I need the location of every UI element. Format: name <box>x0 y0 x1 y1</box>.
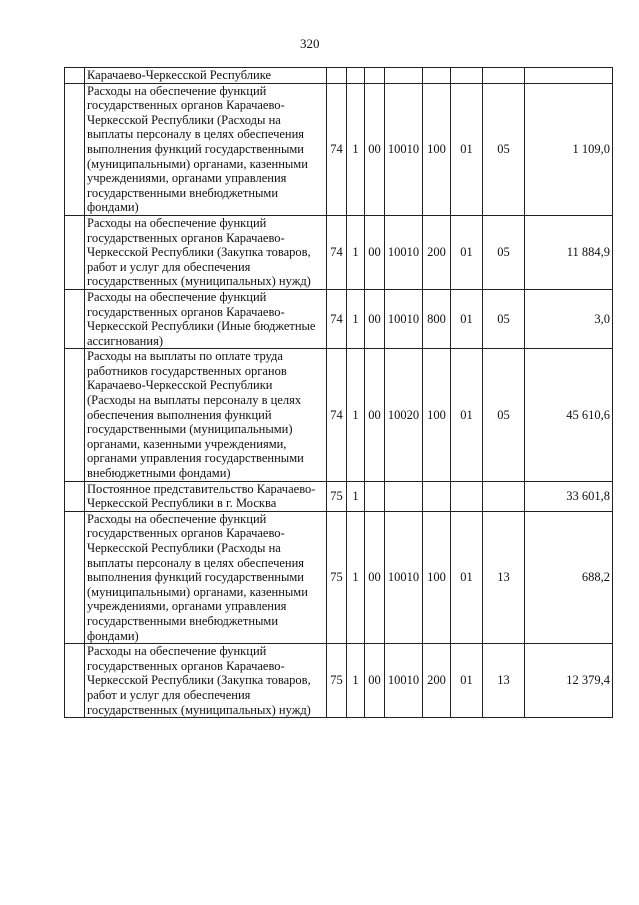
row-margin-cell <box>65 481 85 511</box>
code-cell-a: 74 <box>327 349 347 481</box>
code-cell-c <box>365 68 385 84</box>
row-margin-cell <box>65 215 85 289</box>
expense-name-cell: Расходы на обеспечение функций государственных органов Карачаево-Черкесской Республики (Иные бюджетные ассигнования) <box>85 289 327 348</box>
row-margin-cell <box>65 349 85 481</box>
code-cell-f: 01 <box>451 215 483 289</box>
code-cell-b: 1 <box>347 215 365 289</box>
code-cell-e: 100 <box>423 511 451 643</box>
amount-cell: 1 109,0 <box>525 83 613 215</box>
table-row <box>65 349 613 481</box>
code-cell-g <box>483 481 525 511</box>
code-cell-g: 05 <box>483 349 525 481</box>
table-row <box>65 215 613 289</box>
code-cell-g: 05 <box>483 289 525 348</box>
code-cell-a: 75 <box>327 644 347 718</box>
code-cell-a: 75 <box>327 511 347 643</box>
amount-cell: 688,2 <box>525 511 613 643</box>
expense-name-cell: Расходы на обеспечение функций государственных органов Карачаево-Черкесской Республики (Расходы на выплаты персоналу в целях обеспечения выполнения функций государственными (муниципальными) органами, казенными учреждениями, органами управления государственными внебюджетными фондами) <box>85 511 327 643</box>
code-cell-f <box>451 481 483 511</box>
amount-cell: 33 601,8 <box>525 481 613 511</box>
code-cell-c: 00 <box>365 215 385 289</box>
table-row <box>65 481 613 511</box>
code-cell-a: 74 <box>327 215 347 289</box>
code-cell-b: 1 <box>347 83 365 215</box>
code-cell-c: 00 <box>365 349 385 481</box>
page-number: 320 <box>300 36 320 51</box>
code-cell-g: 05 <box>483 215 525 289</box>
table-row <box>65 644 613 718</box>
code-cell-e: 100 <box>423 83 451 215</box>
code-cell-e: 200 <box>423 215 451 289</box>
code-cell-e <box>423 481 451 511</box>
amount-cell: 11 884,9 <box>525 215 613 289</box>
row-margin-cell <box>65 289 85 348</box>
code-cell-e: 800 <box>423 289 451 348</box>
table-row <box>65 83 613 215</box>
code-cell-f: 01 <box>451 644 483 718</box>
expense-name-cell: Расходы на выплаты по оплате труда работников государственных органов Карачаево-Черкесской Республики (Расходы на выплаты персоналу в целях обеспечения выполнения функций государственными (муниципальными) органами, казенными учреждениями, органами управления государственными внебюджетными фондами) <box>85 349 327 481</box>
expense-name-cell: Расходы на обеспечение функций государственных органов Карачаево-Черкесской Республики (Закупка товаров, работ и услуг для обеспечения государственных (муниципальных) нужд) <box>85 644 327 718</box>
code-cell-d <box>385 68 423 84</box>
code-cell-f: 01 <box>451 289 483 348</box>
code-cell-d: 10010 <box>385 644 423 718</box>
amount-cell <box>525 68 613 84</box>
code-cell-g: 13 <box>483 644 525 718</box>
code-cell-f: 01 <box>451 511 483 643</box>
row-margin-cell <box>65 83 85 215</box>
code-cell-d: 10010 <box>385 511 423 643</box>
expense-name-cell: Расходы на обеспечение функций государственных органов Карачаево-Черкесской Республики (Закупка товаров, работ и услуг для обеспечения государственных (муниципальных) нужд) <box>85 215 327 289</box>
code-cell-d: 10010 <box>385 215 423 289</box>
table-row <box>65 68 613 84</box>
code-cell-a <box>327 68 347 84</box>
code-cell-b: 1 <box>347 481 365 511</box>
code-cell-e: 100 <box>423 349 451 481</box>
code-cell-c <box>365 481 385 511</box>
code-cell-f <box>451 68 483 84</box>
table-row <box>65 511 613 643</box>
code-cell-f: 01 <box>451 349 483 481</box>
code-cell-d: 10010 <box>385 289 423 348</box>
table-row <box>65 289 613 348</box>
code-cell-b <box>347 68 365 84</box>
code-cell-g: 13 <box>483 511 525 643</box>
code-cell-g: 05 <box>483 83 525 215</box>
code-cell-c: 00 <box>365 644 385 718</box>
code-cell-d <box>385 481 423 511</box>
code-cell-a: 74 <box>327 289 347 348</box>
code-cell-d: 10020 <box>385 349 423 481</box>
code-cell-e <box>423 68 451 84</box>
code-cell-g <box>483 68 525 84</box>
expense-name-cell: Постоянное представительство Карачаево-Черкесской Республики в г. Москва <box>85 481 327 511</box>
code-cell-e: 200 <box>423 644 451 718</box>
code-cell-b: 1 <box>347 349 365 481</box>
code-cell-c: 00 <box>365 83 385 215</box>
expense-name-cell: Карачаево-Черкесской Республике <box>85 68 327 84</box>
row-margin-cell <box>65 68 85 84</box>
code-cell-c: 00 <box>365 511 385 643</box>
expense-name-cell: Расходы на обеспечение функций государственных органов Карачаево-Черкесской Республики (Расходы на выплаты персоналу в целях обеспечения выполнения функций государственными (муниципальными) органами, казенными учреждениями, органами управления государственными внебюджетными фондами) <box>85 83 327 215</box>
code-cell-b: 1 <box>347 644 365 718</box>
code-cell-d: 10010 <box>385 83 423 215</box>
code-cell-b: 1 <box>347 511 365 643</box>
code-cell-a: 75 <box>327 481 347 511</box>
budget-table <box>64 67 613 718</box>
code-cell-c: 00 <box>365 289 385 348</box>
amount-cell: 45 610,6 <box>525 349 613 481</box>
amount-cell: 12 379,4 <box>525 644 613 718</box>
row-margin-cell <box>65 511 85 643</box>
code-cell-f: 01 <box>451 83 483 215</box>
code-cell-a: 74 <box>327 83 347 215</box>
amount-cell: 3,0 <box>525 289 613 348</box>
row-margin-cell <box>65 644 85 718</box>
code-cell-b: 1 <box>347 289 365 348</box>
